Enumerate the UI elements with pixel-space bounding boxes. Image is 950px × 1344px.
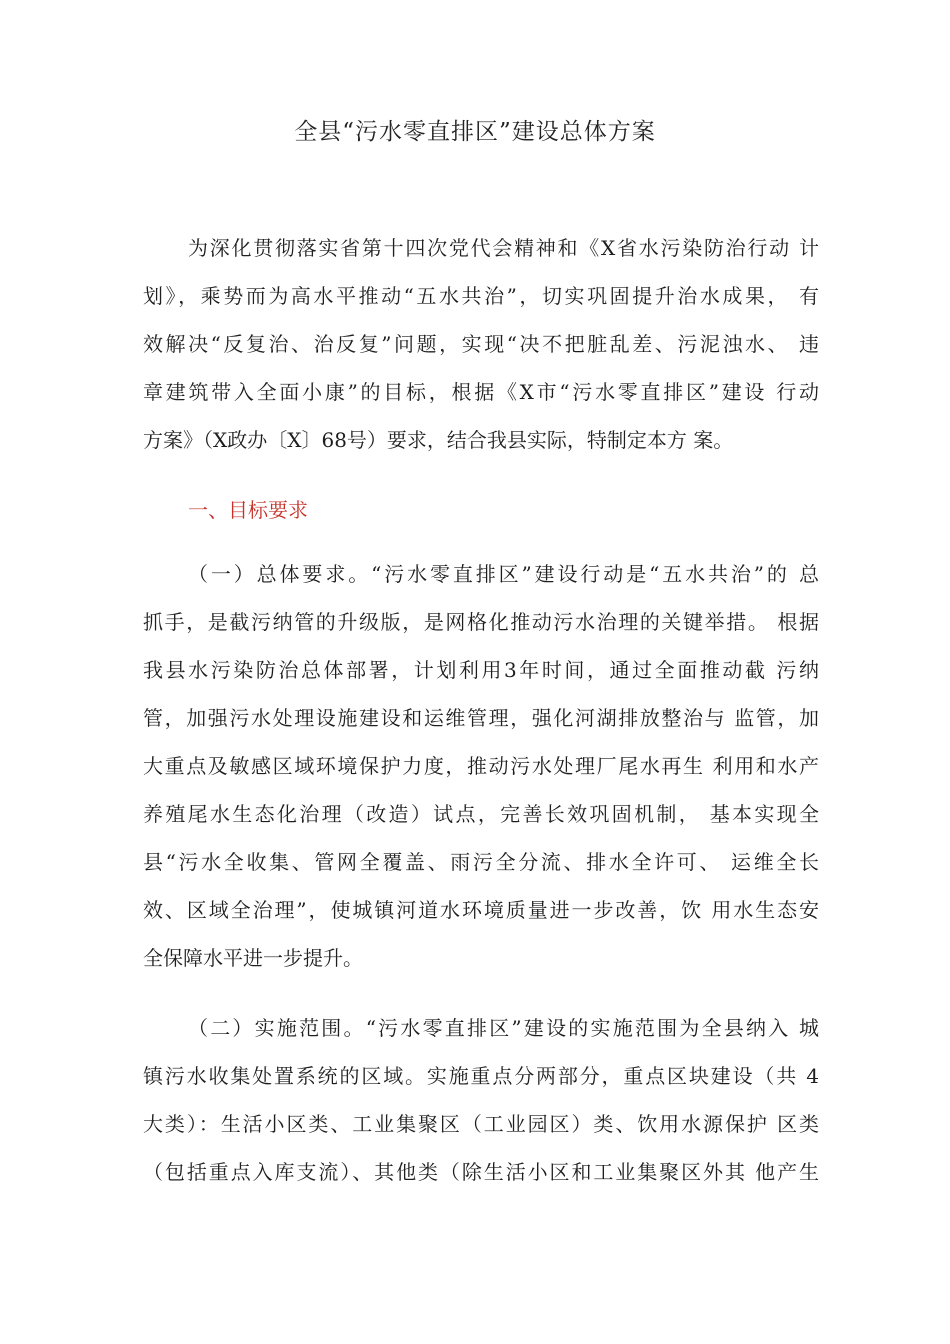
para1-line-3: 我县水污染防治总体部署，计划利用3年时间，通过全面推动截 污纳 <box>143 658 819 682</box>
para2-line-2: 镇污水收集处置系统的区域。实施重点分两部分，重点区块建设（共 4 <box>143 1064 819 1088</box>
para1-line-1: （一）总体要求。“污水零直排区”建设行动是“五水共治”的 总 <box>188 562 819 586</box>
para1-line-4: 管，加强污水处理设施建设和运维管理，强化河湖排放整治与 监管，加 <box>143 706 819 730</box>
intro-line-4: 章建筑带入全面小康”的目标，根据《X市“污水零直排区”建设 行动 <box>143 380 819 404</box>
intro-line-2: 划》，乘势而为高水平推动“五水共治”，切实巩固提升治水成果， 有 <box>143 284 819 308</box>
para1-line-6: 养殖尾水生态化治理（改造）试点，完善长效巩固机制， 基本实现全 <box>143 802 819 826</box>
para1-line-8: 效、区域全治理”，使城镇河道水环境质量进一步改善，饮 用水生态安 <box>143 898 819 922</box>
document-title: 全县“污水零直排区”建设总体方案 <box>294 119 656 145</box>
para2-line-1: （二）实施范围。“污水零直排区”建设的实施范围为全县纳入 城 <box>188 1016 819 1040</box>
para1-line-7: 县“污水全收集、管网全覆盖、雨污全分流、排水全许可、 运维全长 <box>143 850 819 874</box>
para2-line-3: 大类）：生活小区类、工业集聚区（工业园区）类、饮用水源保护 区类 <box>143 1112 819 1136</box>
para1-line-9: 全保障水平进一步提升。 <box>143 946 363 970</box>
para2-line-4: （包括重点入库支流）、其他类（除生活小区和工业集聚区外其 他产生 <box>143 1160 819 1184</box>
para1-line-2: 抓手，是截污纳管的升级版，是网格化推动污水治理的关键举措。 根据 <box>143 610 819 634</box>
section-heading-goals: 一、目标要求 <box>188 498 308 522</box>
intro-line-3: 效解决“反复治、治反复”问题，实现“决不把脏乱差、污泥浊水、 违 <box>143 332 819 356</box>
intro-line-1: 为深化贯彻落实省第十四次党代会精神和《X省水污染防治行动 计 <box>188 236 819 260</box>
intro-line-5: 方案》（X政办〔X〕68号）要求，结合我县实际，特制定本方 案。 <box>143 428 734 452</box>
para1-line-5: 大重点及敏感区域环境保护力度，推动污水处理厂尾水再生 利用和水产 <box>143 754 819 778</box>
